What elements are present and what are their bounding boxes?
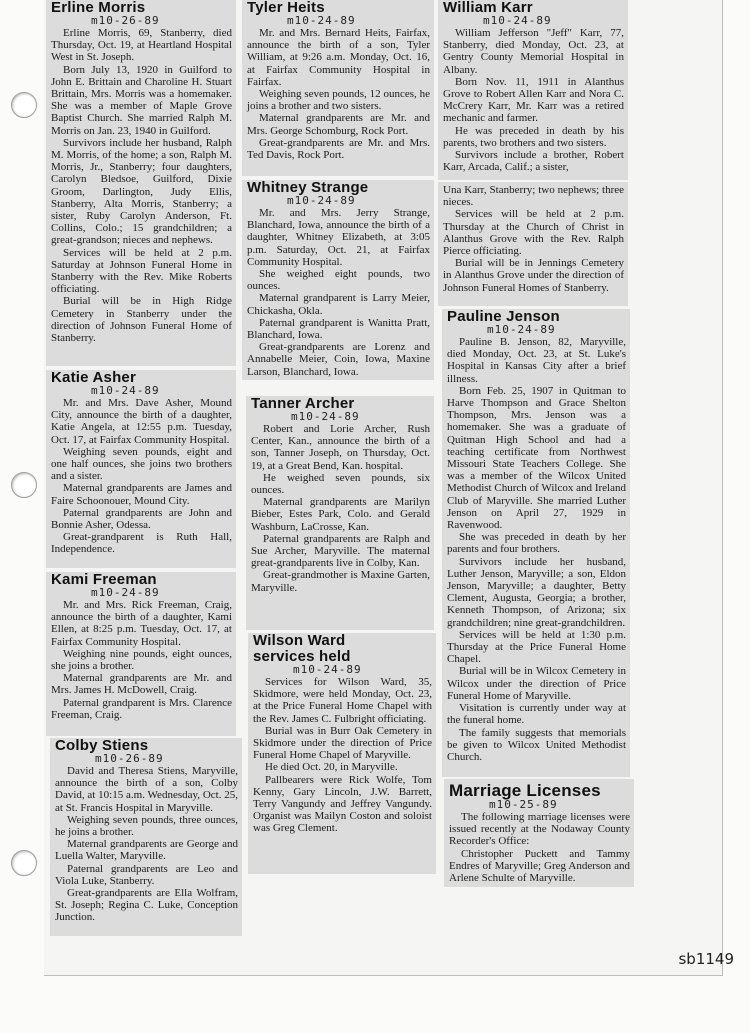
- paragraph: Weighing seven pounds, three ounces, he joins a brother.: [55, 813, 238, 839]
- paragraph: Great-grandparents are Lorenz and Annabelle Meier, Coin, Iowa, Maxine Larson, Blanchard, Iowa.: [247, 341, 430, 378]
- punch-hole: [11, 472, 37, 498]
- punch-hole: [11, 92, 37, 118]
- clipping-title: Tanner Archer: [251, 396, 355, 412]
- paragraph: Pauline B. Jenson, 82, Maryville, died Monday, Oct. 23, at St. Luke's Hospital in Kansas City after a brief illness.: [447, 336, 626, 385]
- paragraph: Services will be held at 2 p.m. Saturday at Johnson Funeral Home in Stanberry with the Rev. Mike Roberts officiating.: [51, 246, 232, 296]
- handwritten-date: m10-24-89: [487, 323, 556, 336]
- handwritten-date: m10-24-89: [293, 663, 362, 676]
- paragraph: Maternal grandparent is Larry Meier, Chickasha, Okla.: [247, 292, 430, 317]
- paragraph: Burial was in Burr Oak Cemetery in Skidmore under the direction of Price Funeral Home Chapel of Maryville.: [253, 724, 432, 762]
- paragraph: Visitation is currently under way at the funeral home.: [447, 702, 626, 727]
- clipping-title: Marriage Licenses: [449, 781, 601, 800]
- paragraph: Paternal grandparents are Ralph and Sue Archer, Maryville. The maternal great-grandparents live in Colby, Kan.: [251, 532, 430, 570]
- clipping-title: Katie Asher: [51, 370, 137, 386]
- clipping-title: Tyler Heits: [247, 0, 325, 16]
- clipping-tyler-heits: [242, 0, 434, 176]
- paragraph: Mr. and Mrs. Jerry Strange, Blanchard, Iowa, announce the birth of a daughter, Whitney Elizabeth, at 3:05 p.m. Saturday, Oct. 21, at Fairfax Community Hospital.: [247, 207, 430, 268]
- paragraph: Burial will be in High Ridge Cemetery in Stanberry under the direction of Johnson Funeral Home of Stanberry.: [51, 295, 232, 345]
- paragraph: Survivors include her husband, Luther Jenson, Maryville; a son, Eldon Jenson, Maryville; a daughter, Betty Clement, Augusta, Georgia; a brother, Kenneth Thompson, of Arizona; six grandchildren; nine great-grandchildren.: [447, 555, 626, 629]
- paragraph: Paternal grandparent is Mrs. Clarence Freeman, Craig.: [51, 696, 232, 721]
- paragraph: Great-grandparent is Ruth Hall, Independence.: [51, 531, 232, 556]
- clipping-wilson-ward: [248, 633, 436, 874]
- paragraph: She was preceded in death by her parents and four brothers.: [447, 531, 626, 556]
- paragraph: Born Feb. 25, 1907 in Quitman to Harve Thompson and Grace Shelton Thompson, Mrs. Jenson was a homemaker. She was a graduate of Quitman High School and had a teaching certificate from Northwest Missouri State Teachers College. She was a member of the Wilcox United Methodist Church of Wilcox and Ireland Club of Maryville. She married Luther Jenson on April 27, 1929 in Ravenwood.: [447, 384, 626, 532]
- clipping-kami-freeman: [46, 572, 236, 736]
- handwritten-date: m10-24-89: [287, 194, 356, 207]
- paragraph: Christopher Puckett and Tammy Endres of Maryville; Greg Anderson and Arlene Schulte of Maryville.: [449, 847, 630, 885]
- paragraph: Weighing nine pounds, eight ounces, she joins a brother.: [51, 647, 232, 673]
- paragraph: She weighed eight pounds, two ounces.: [247, 268, 430, 293]
- clipping-title: William Karr: [443, 0, 533, 16]
- handwritten-date: m10-24-89: [483, 14, 552, 27]
- paragraph: Weighing seven pounds, 12 ounces, he joins a brother and two sisters.: [247, 88, 430, 113]
- paragraph: Maternal grandparents are George and Luella Walter, Maryville.: [55, 838, 238, 863]
- handwritten-date: m10-26-89: [91, 14, 160, 27]
- handwritten-date: m10-24-89: [91, 586, 160, 599]
- paragraph: The family suggests that memorials be given to Wilcox United Methodist Church.: [447, 726, 626, 763]
- paragraph: Erline Morris, 69, Stanberry, died Thursday, Oct. 19, at Heartland Hospital West in St. Joseph.: [51, 27, 232, 64]
- paragraph: Born Nov. 11, 1911 in Alanthus Grove to Robert Allen Karr and Nora C. McCrery Karr, Mr. Karr was a retired mechanic and farmer.: [443, 75, 624, 125]
- paragraph: Paternal grandparent is Wanitta Pratt, Blanchard, Iowa.: [247, 316, 430, 342]
- paragraph: Mr. and Mrs. Bernard Heits, Fairfax, announce the birth of a son, Tyler William, at 9:26 a.m. Monday, Oct. 16, at Fairfax Community Hospital in Fairfax.: [247, 27, 430, 88]
- paragraph: He was preceded in death by his parents, two brothers and two sisters.: [443, 124, 624, 149]
- clipping-katie-asher: [46, 370, 236, 568]
- paragraph: Maternal grandparents are James and Faire Schoonouer, Mound City.: [51, 482, 232, 507]
- paragraph: William Jefferson "Jeff" Karr, 77, Stanberry, died Monday, Oct. 23, at Gentry County Memorial Hospital in Albany.: [443, 27, 624, 76]
- paragraph: Survivors include her husband, Ralph M. Morris, of the home; a son, Ralph M. Morris, Jr., Stanberry; four daughters, Carolyn Bledsoe, Guilford, Dixie Groom, Darlington, Judy Ellis, Stanberry, Alta Morris, Stanberry; a sister, Ruby Carolyn Anderson, Ft. Collins, Colo.; 15 grandchildren; a great-grandson; nieces and nephews.: [51, 136, 232, 247]
- paragraph: Survivors include a brother, Robert Karr, Arcada, Calif.; a sister,: [443, 149, 624, 174]
- clipping-title: Colby Stiens: [55, 738, 149, 754]
- clipping-title: Pauline Jenson: [447, 309, 560, 325]
- clipping-title: Kami Freeman: [51, 572, 157, 588]
- paragraph: Burial will be in Jennings Cemetery in Alanthus Grove under the direction of Johnson Funeral Homes of Stanberry.: [443, 257, 624, 294]
- clipping-erline-morris: [46, 0, 236, 366]
- page-id-handwritten: sb1149: [678, 950, 734, 968]
- paragraph: Services for Wilson Ward, 35, Skidmore, were held Monday, Oct. 23, at the Price Funeral Home Chapel with the Rev. James C. Fulbright officiating.: [253, 676, 432, 725]
- paragraph: Paternal grandparents are John and Bonnie Asher, Odessa.: [51, 506, 232, 532]
- paragraph: Paternal grandparents are Leo and Viola Luke, Stanberry.: [55, 862, 238, 887]
- paragraph: He weighed seven pounds, six ounces.: [251, 471, 430, 497]
- clipping-whitney-strange: [242, 180, 434, 380]
- paragraph: Una Karr, Stanberry; two nephews; three nieces.: [443, 184, 624, 209]
- paragraph: Great-grandmother is Maxine Garten, Maryville.: [251, 569, 430, 594]
- handwritten-date: m10-26-89: [95, 752, 164, 765]
- paragraph: Pallbearers were Rick Wolfe, Tom Kenny, Gary Lincoln, J.W. Barrett, Terry Vangundy and Jeffrey Vangundy. Organist was Mailyn Coston and soloist was Greg Clement.: [253, 773, 432, 835]
- paragraph: Burial will be in Wilcox Cemetery in Wilcox under the direction of Price Funeral Home of Maryville.: [447, 665, 626, 702]
- paragraph: Services will be held at 2 p.m. Thursday at the Church of Christ in Alanthus Grove with the Rev. Ralph Pierce officiating.: [443, 208, 624, 258]
- clipping-william-karr: [438, 0, 628, 180]
- paragraph: Mr. and Mrs. Dave Asher, Mound City, announce the birth of a daughter, Katie Angela, at 12:55 p.m. Tuesday, Oct. 17, at Fairfax Community Hospital.: [51, 397, 232, 446]
- clipping-marriage-licenses: [444, 779, 634, 887]
- paragraph: Mr. and Mrs. Rick Freeman, Craig, announce the birth of a daughter, Kami Ellen, at 8:25 p.m. Tuesday, Oct. 17, at Fairfax Community Hospital.: [51, 599, 232, 648]
- clipping-title-line2: services held: [253, 648, 351, 665]
- clipping-tanner-archer: [246, 396, 434, 630]
- handwritten-date: m10-24-89: [287, 14, 356, 27]
- paragraph: Services will be held at 1:30 p.m. Thursday at the Price Funeral Home Chapel.: [447, 628, 626, 666]
- paragraph: Maternal grandparents are Mr. and Mrs. James H. McDowell, Craig.: [51, 672, 232, 697]
- clipping-pauline-jenson: [442, 309, 630, 777]
- paragraph: Robert and Lorie Archer, Rush Center, Kan., announce the birth of a son, Tanner Joseph, on Thursday, Oct. 19, at a Great Bend, Kan. hospital.: [251, 423, 430, 472]
- clipping-title: Whitney Strange: [247, 180, 369, 196]
- paragraph: David and Theresa Stiens, Maryville, announce the birth of a son, Colby David, at 10:15 a.m. Wednesday, Oct. 25, at St. Francis Hospital in Maryville.: [55, 765, 238, 814]
- clipping-title: Wilson Ward: [253, 633, 346, 649]
- handwritten-date: m10-25-89: [489, 798, 558, 811]
- clipping-william-karr-continued: [438, 182, 628, 306]
- paragraph: Great-grandparents are Ella Wolfram, St. Joseph; Regina C. Luke, Conception Junction.: [55, 887, 238, 924]
- paragraph: Great-grandparents are Mr. and Mrs. Ted Davis, Rock Port.: [247, 136, 430, 162]
- paragraph: Born July 13, 1920 in Guilford to John E. Brittain and Charoline H. Stuart Brittain, Mrs. Morris was a homemaker. She was a member of Maple Grove Baptist Church. She married Ralph M. Morris on Jan. 23, 1940 in Guilford.: [51, 63, 232, 137]
- handwritten-date: m10-24-89: [91, 384, 160, 397]
- paragraph: The following marriage licenses were issued recently at the Nodaway County Recorder's Office:: [449, 811, 630, 848]
- clipping-title: Erline Morris: [51, 0, 146, 16]
- clipping-colby-stiens: [50, 738, 242, 936]
- paragraph: Weighing seven pounds, eight and one half ounces, she joins two brothers and a sister.: [51, 445, 232, 483]
- paragraph: Maternal grandparents are Mr. and Mrs. George Schomburg, Rock Port.: [247, 112, 430, 137]
- paragraph: Maternal grandparents are Marilyn Bieber, Estes Park, Colo. and Gerald Washburn, LaCrosse, Kan.: [251, 496, 430, 533]
- punch-hole: [11, 850, 37, 876]
- paragraph: He died Oct. 20, in Maryville.: [265, 761, 398, 774]
- handwritten-date: m10-24-89: [291, 410, 360, 423]
